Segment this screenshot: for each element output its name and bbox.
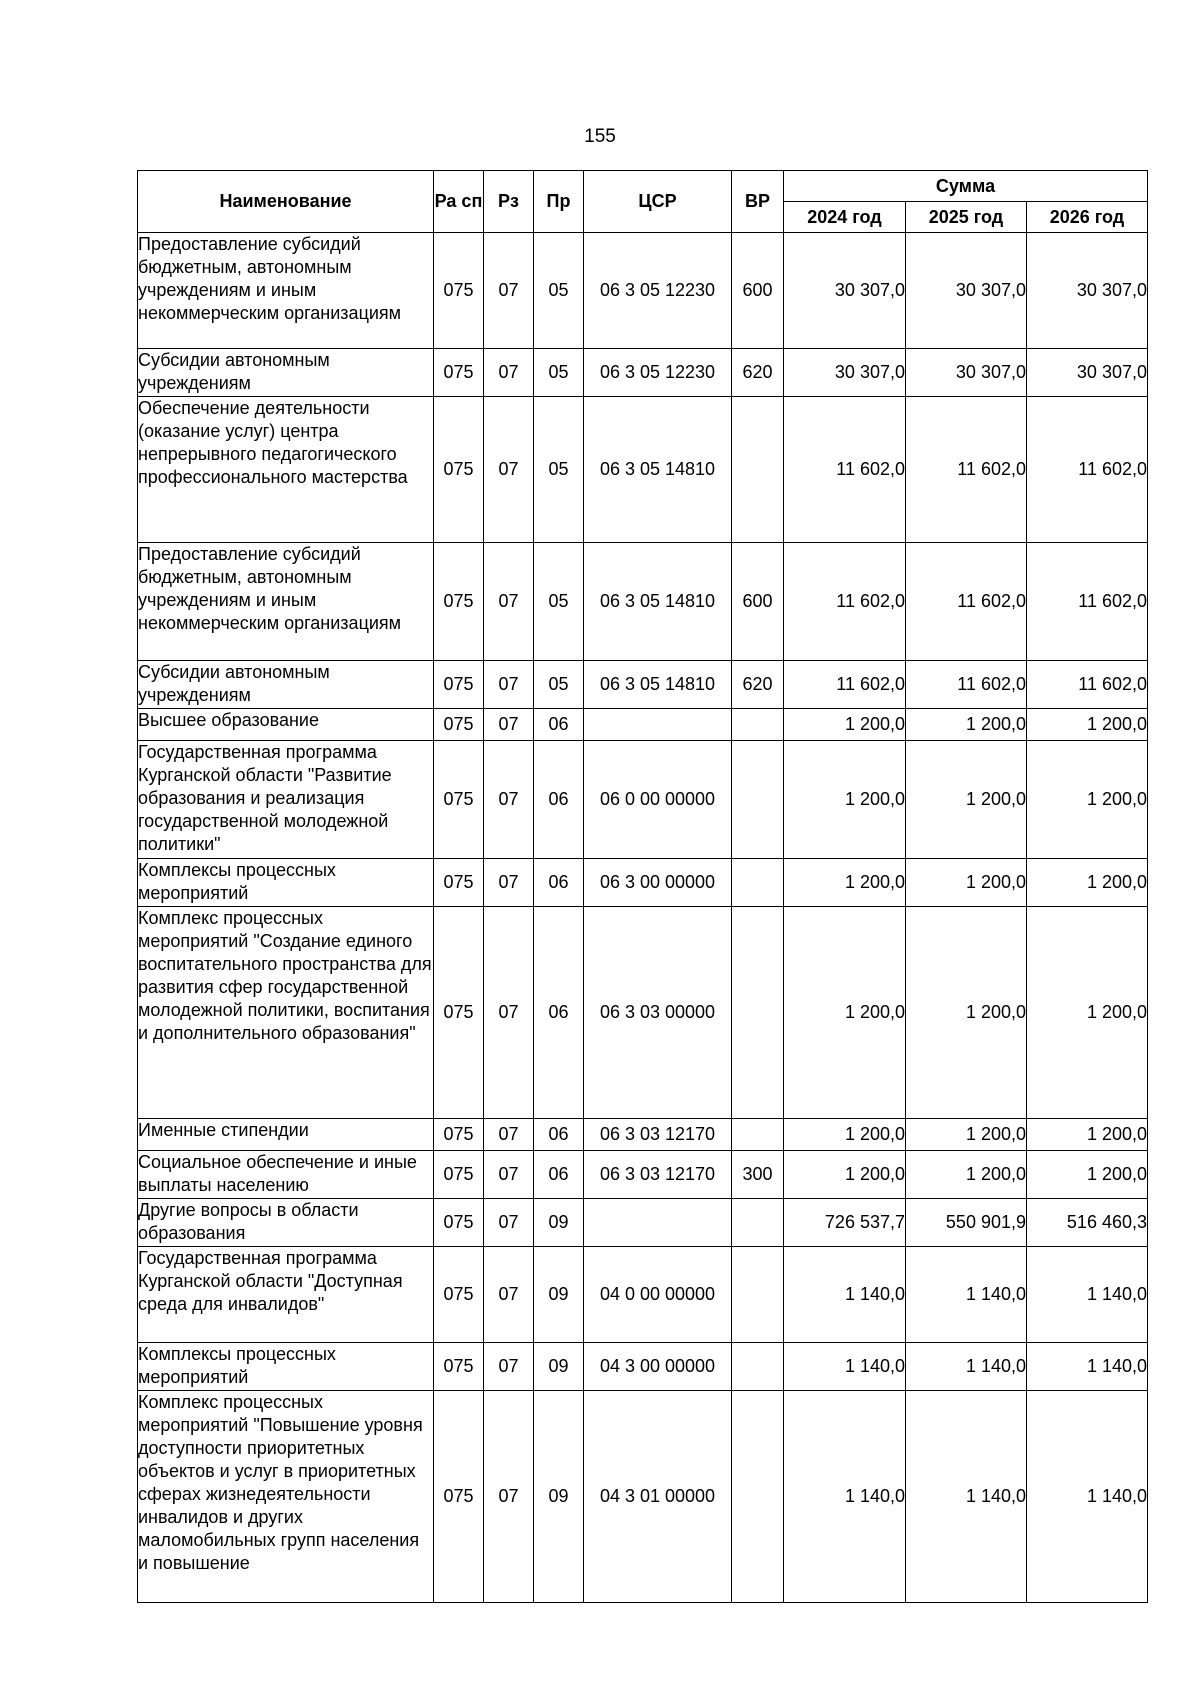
table-row	[138, 397, 1148, 543]
cell-2026: 1 200,0	[1027, 709, 1148, 741]
budget-table	[137, 170, 1148, 1603]
cell-csr: 06 3 00 00000	[584, 859, 732, 907]
cell-2026: 1 200,0	[1027, 907, 1148, 1119]
cell-csr: 06 0 00 00000	[584, 741, 732, 859]
cell-2024: 1 200,0	[784, 741, 906, 859]
header-year-2026: 2026 год	[1027, 202, 1148, 233]
header-rz: Рз	[484, 171, 534, 233]
cell-rz: 07	[484, 1247, 534, 1343]
cell-2026: 516 460,3	[1027, 1199, 1148, 1247]
table-row	[138, 1151, 1148, 1199]
cell-name: Предоставление субсидий бюджетным, автономным учреждениям и иным некоммерческим организациям	[138, 233, 434, 349]
cell-rasp: 075	[434, 233, 484, 349]
cell-2024: 1 200,0	[784, 709, 906, 741]
header-year-2025: 2025 год	[906, 202, 1027, 233]
cell-pr: 09	[534, 1343, 584, 1391]
cell-name: Государственная программа Курганской области "Развитие образования и реализация государственной молодежной политики"	[138, 741, 434, 859]
cell-2025: 1 140,0	[906, 1391, 1027, 1603]
cell-vr: 600	[732, 233, 784, 349]
cell-pr: 06	[534, 907, 584, 1119]
cell-2026: 1 140,0	[1027, 1343, 1148, 1391]
cell-csr: 06 3 03 12170	[584, 1151, 732, 1199]
cell-2025: 11 602,0	[906, 543, 1027, 661]
cell-rasp: 075	[434, 1343, 484, 1391]
table-row	[138, 661, 1148, 709]
cell-name: Субсидии автономным учреждениям	[138, 349, 434, 397]
cell-vr: 620	[732, 349, 784, 397]
cell-name: Комплексы процессных мероприятий	[138, 859, 434, 907]
cell-vr: 600	[732, 543, 784, 661]
cell-pr: 06	[534, 1119, 584, 1151]
cell-csr: 06 3 03 12170	[584, 1119, 732, 1151]
cell-2024: 1 200,0	[784, 1151, 906, 1199]
cell-2024: 11 602,0	[784, 397, 906, 543]
cell-csr: 06 3 05 12230	[584, 233, 732, 349]
header-vr: ВР	[732, 171, 784, 233]
cell-2024: 30 307,0	[784, 233, 906, 349]
cell-rz: 07	[484, 907, 534, 1119]
table-row	[138, 859, 1148, 907]
cell-rz: 07	[484, 1119, 534, 1151]
cell-2025: 1 200,0	[906, 741, 1027, 859]
cell-name: Обеспечение деятельности (оказание услуг) центра непрерывного педагогического профессионального мастерства	[138, 397, 434, 543]
cell-rz: 07	[484, 397, 534, 543]
cell-2024: 11 602,0	[784, 543, 906, 661]
cell-2026: 1 140,0	[1027, 1391, 1148, 1603]
cell-vr	[732, 709, 784, 741]
cell-2026: 11 602,0	[1027, 543, 1148, 661]
table-row	[138, 233, 1148, 349]
cell-pr: 06	[534, 709, 584, 741]
cell-rz: 07	[484, 661, 534, 709]
header-csr: ЦСР	[584, 171, 732, 233]
cell-name: Социальное обеспечение и иные выплаты населению	[138, 1151, 434, 1199]
cell-2024: 1 200,0	[784, 859, 906, 907]
cell-vr: 620	[732, 661, 784, 709]
cell-vr	[732, 397, 784, 543]
table-row	[138, 349, 1148, 397]
cell-rz: 07	[484, 1391, 534, 1603]
table-row	[138, 543, 1148, 661]
cell-2025: 1 200,0	[906, 907, 1027, 1119]
cell-csr: 06 3 05 14810	[584, 543, 732, 661]
cell-rz: 07	[484, 349, 534, 397]
cell-rasp: 075	[434, 349, 484, 397]
cell-2025: 1 200,0	[906, 859, 1027, 907]
cell-rasp: 075	[434, 543, 484, 661]
table-row	[138, 907, 1148, 1119]
cell-rasp: 075	[434, 1199, 484, 1247]
cell-2025: 1 140,0	[906, 1247, 1027, 1343]
cell-2025: 30 307,0	[906, 233, 1027, 349]
cell-2025: 11 602,0	[906, 661, 1027, 709]
cell-rz: 07	[484, 1199, 534, 1247]
cell-vr	[732, 1391, 784, 1603]
table-row	[138, 1247, 1148, 1343]
cell-vr: 300	[732, 1151, 784, 1199]
header-pr: Пр	[534, 171, 584, 233]
cell-pr: 09	[534, 1247, 584, 1343]
cell-vr	[732, 907, 784, 1119]
cell-csr: 04 0 00 00000	[584, 1247, 732, 1343]
cell-vr	[732, 1199, 784, 1247]
cell-2024: 11 602,0	[784, 661, 906, 709]
cell-2024: 1 140,0	[784, 1247, 906, 1343]
cell-csr: 06 3 05 14810	[584, 661, 732, 709]
cell-2024: 30 307,0	[784, 349, 906, 397]
cell-2025: 1 200,0	[906, 709, 1027, 741]
cell-pr: 09	[534, 1391, 584, 1603]
cell-2025: 30 307,0	[906, 349, 1027, 397]
cell-rz: 07	[484, 543, 534, 661]
cell-csr: 04 3 01 00000	[584, 1391, 732, 1603]
cell-rz: 07	[484, 709, 534, 741]
cell-2025: 1 200,0	[906, 1119, 1027, 1151]
cell-2026: 1 200,0	[1027, 1119, 1148, 1151]
header-sum: Сумма	[784, 171, 1148, 202]
cell-pr: 06	[534, 741, 584, 859]
cell-vr	[732, 1119, 784, 1151]
cell-pr: 05	[534, 543, 584, 661]
cell-rasp: 075	[434, 1247, 484, 1343]
cell-rasp: 075	[434, 397, 484, 543]
cell-2024: 1 140,0	[784, 1343, 906, 1391]
cell-2024: 1 140,0	[784, 1391, 906, 1603]
cell-name: Комплекс процессных мероприятий "Создание единого воспитательного пространства для развития сфер государственной молодежной политики, воспитания и дополнительного образования"	[138, 907, 434, 1119]
cell-name: Предоставление субсидий бюджетным, автономным учреждениям и иным некоммерческим организациям	[138, 543, 434, 661]
cell-2026: 1 200,0	[1027, 741, 1148, 859]
cell-rasp: 075	[434, 709, 484, 741]
cell-2024: 726 537,7	[784, 1199, 906, 1247]
cell-name: Высшее образование	[138, 709, 434, 741]
table-row	[138, 1119, 1148, 1151]
cell-name: Именные стипендии	[138, 1119, 434, 1151]
cell-vr	[732, 1247, 784, 1343]
cell-csr: 06 3 03 00000	[584, 907, 732, 1119]
cell-vr	[732, 859, 784, 907]
cell-2026: 30 307,0	[1027, 233, 1148, 349]
cell-csr	[584, 1199, 732, 1247]
cell-pr: 05	[534, 233, 584, 349]
table-row	[138, 1199, 1148, 1247]
cell-rasp: 075	[434, 661, 484, 709]
cell-pr: 06	[534, 859, 584, 907]
header-name: Наименование	[138, 171, 434, 233]
cell-rasp: 075	[434, 859, 484, 907]
cell-rasp: 075	[434, 741, 484, 859]
cell-csr	[584, 709, 732, 741]
cell-rz: 07	[484, 859, 534, 907]
cell-rz: 07	[484, 233, 534, 349]
cell-name: Комплекс процессных мероприятий "Повышение уровня доступности приоритетных объектов и услуг в приоритетных сферах жизнедеятельности инвалидов и других маломобильных групп населения и повышение	[138, 1391, 434, 1603]
cell-2024: 1 200,0	[784, 1119, 906, 1151]
cell-2026: 11 602,0	[1027, 661, 1148, 709]
table-row	[138, 709, 1148, 741]
cell-name: Другие вопросы в области образования	[138, 1199, 434, 1247]
cell-2026: 11 602,0	[1027, 397, 1148, 543]
cell-2026: 1 200,0	[1027, 1151, 1148, 1199]
cell-rz: 07	[484, 1343, 534, 1391]
cell-pr: 05	[534, 661, 584, 709]
page-number: 155	[584, 126, 616, 147]
cell-csr: 06 3 05 12230	[584, 349, 732, 397]
cell-name: Комплексы процессных мероприятий	[138, 1343, 434, 1391]
cell-2026: 30 307,0	[1027, 349, 1148, 397]
table-row	[138, 1343, 1148, 1391]
header-rasp: Ра сп	[434, 171, 484, 233]
cell-csr: 06 3 05 14810	[584, 397, 732, 543]
cell-rz: 07	[484, 741, 534, 859]
cell-2025: 1 200,0	[906, 1151, 1027, 1199]
cell-pr: 05	[534, 397, 584, 543]
cell-rz: 07	[484, 1151, 534, 1199]
table-body	[138, 233, 1148, 1603]
cell-2025: 1 140,0	[906, 1343, 1027, 1391]
table-row	[138, 741, 1148, 859]
header-year-2024: 2024 год	[784, 202, 906, 233]
cell-rasp: 075	[434, 1151, 484, 1199]
cell-name: Субсидии автономным учреждениям	[138, 661, 434, 709]
cell-2025: 550 901,9	[906, 1199, 1027, 1247]
cell-rasp: 075	[434, 1119, 484, 1151]
cell-rasp: 075	[434, 907, 484, 1119]
cell-rasp: 075	[434, 1391, 484, 1603]
cell-2026: 1 140,0	[1027, 1247, 1148, 1343]
cell-2026: 1 200,0	[1027, 859, 1148, 907]
table-row	[138, 1391, 1148, 1603]
cell-name: Государственная программа Курганской области "Доступная среда для инвалидов"	[138, 1247, 434, 1343]
cell-vr	[732, 1343, 784, 1391]
cell-pr: 09	[534, 1199, 584, 1247]
cell-csr: 04 3 00 00000	[584, 1343, 732, 1391]
cell-vr	[732, 741, 784, 859]
cell-pr: 06	[534, 1151, 584, 1199]
cell-pr: 05	[534, 349, 584, 397]
cell-2025: 11 602,0	[906, 397, 1027, 543]
cell-2024: 1 200,0	[784, 907, 906, 1119]
